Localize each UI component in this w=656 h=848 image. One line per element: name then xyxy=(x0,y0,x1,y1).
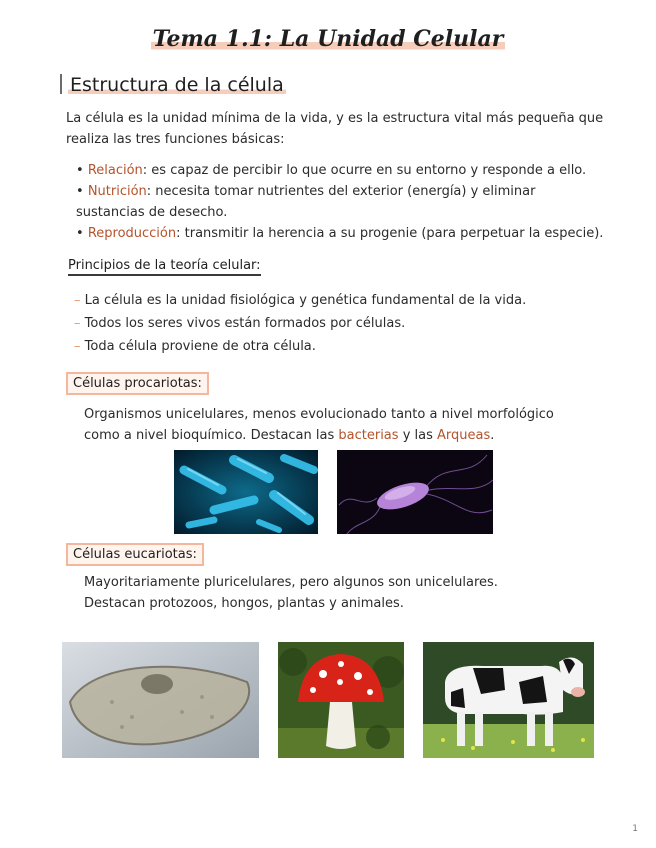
protozoa-image xyxy=(62,642,259,758)
principle-item: – Toda célula proviene de otra célula. xyxy=(74,339,316,354)
cow-image xyxy=(423,642,594,758)
prokaryotes-paragraph: Organismos unicelulares, menos evolucionado tanto a nivel morfológico como a nivel bioquímico. Destacan las bacterias y las Arqueas. xyxy=(84,407,554,443)
principles-heading: Principios de la teoría celular: xyxy=(68,258,261,276)
function-item-nutricion: • Nutrición: necesita tomar nutrientes del exterior (energía) y eliminar sustancias de desecho. xyxy=(76,184,536,220)
bacteria-image xyxy=(174,450,318,534)
principle-item: – Todos los seres vivos están formados por células. xyxy=(74,316,406,331)
function-item-reproduccion: • Reproducción: transmitir la herencia a su progenie (para perpetuar la especie). xyxy=(76,226,604,241)
prokaryotes-heading: Células procariotas: xyxy=(66,372,209,395)
eukaryotes-heading: Células eucariotas: xyxy=(66,543,204,566)
page-title: Tema 1.1: La Unidad Celular xyxy=(152,26,504,52)
function-item-relacion: • Relación: es capaz de percibir lo que ocurre en su entorno y responde a ello. xyxy=(76,163,587,178)
section-heading: Estructura de la célula xyxy=(60,74,286,96)
section-marker xyxy=(60,74,62,94)
page-number: 1 xyxy=(632,824,638,834)
principle-item: – La célula es la unidad fisiológica y genética fundamental de la vida. xyxy=(74,293,527,308)
mushroom-image xyxy=(278,642,404,758)
intro-paragraph: La célula es la unidad mínima de la vida, y es la estructura vital más pequeña que realiza las tres funciones básicas: xyxy=(66,111,604,147)
eukaryotes-paragraph: Mayoritariamente pluricelulares, pero algunos son unicelulares. Destacan protozoos, hongos, plantas y animales. xyxy=(84,575,498,611)
bacterium-image xyxy=(337,450,493,534)
